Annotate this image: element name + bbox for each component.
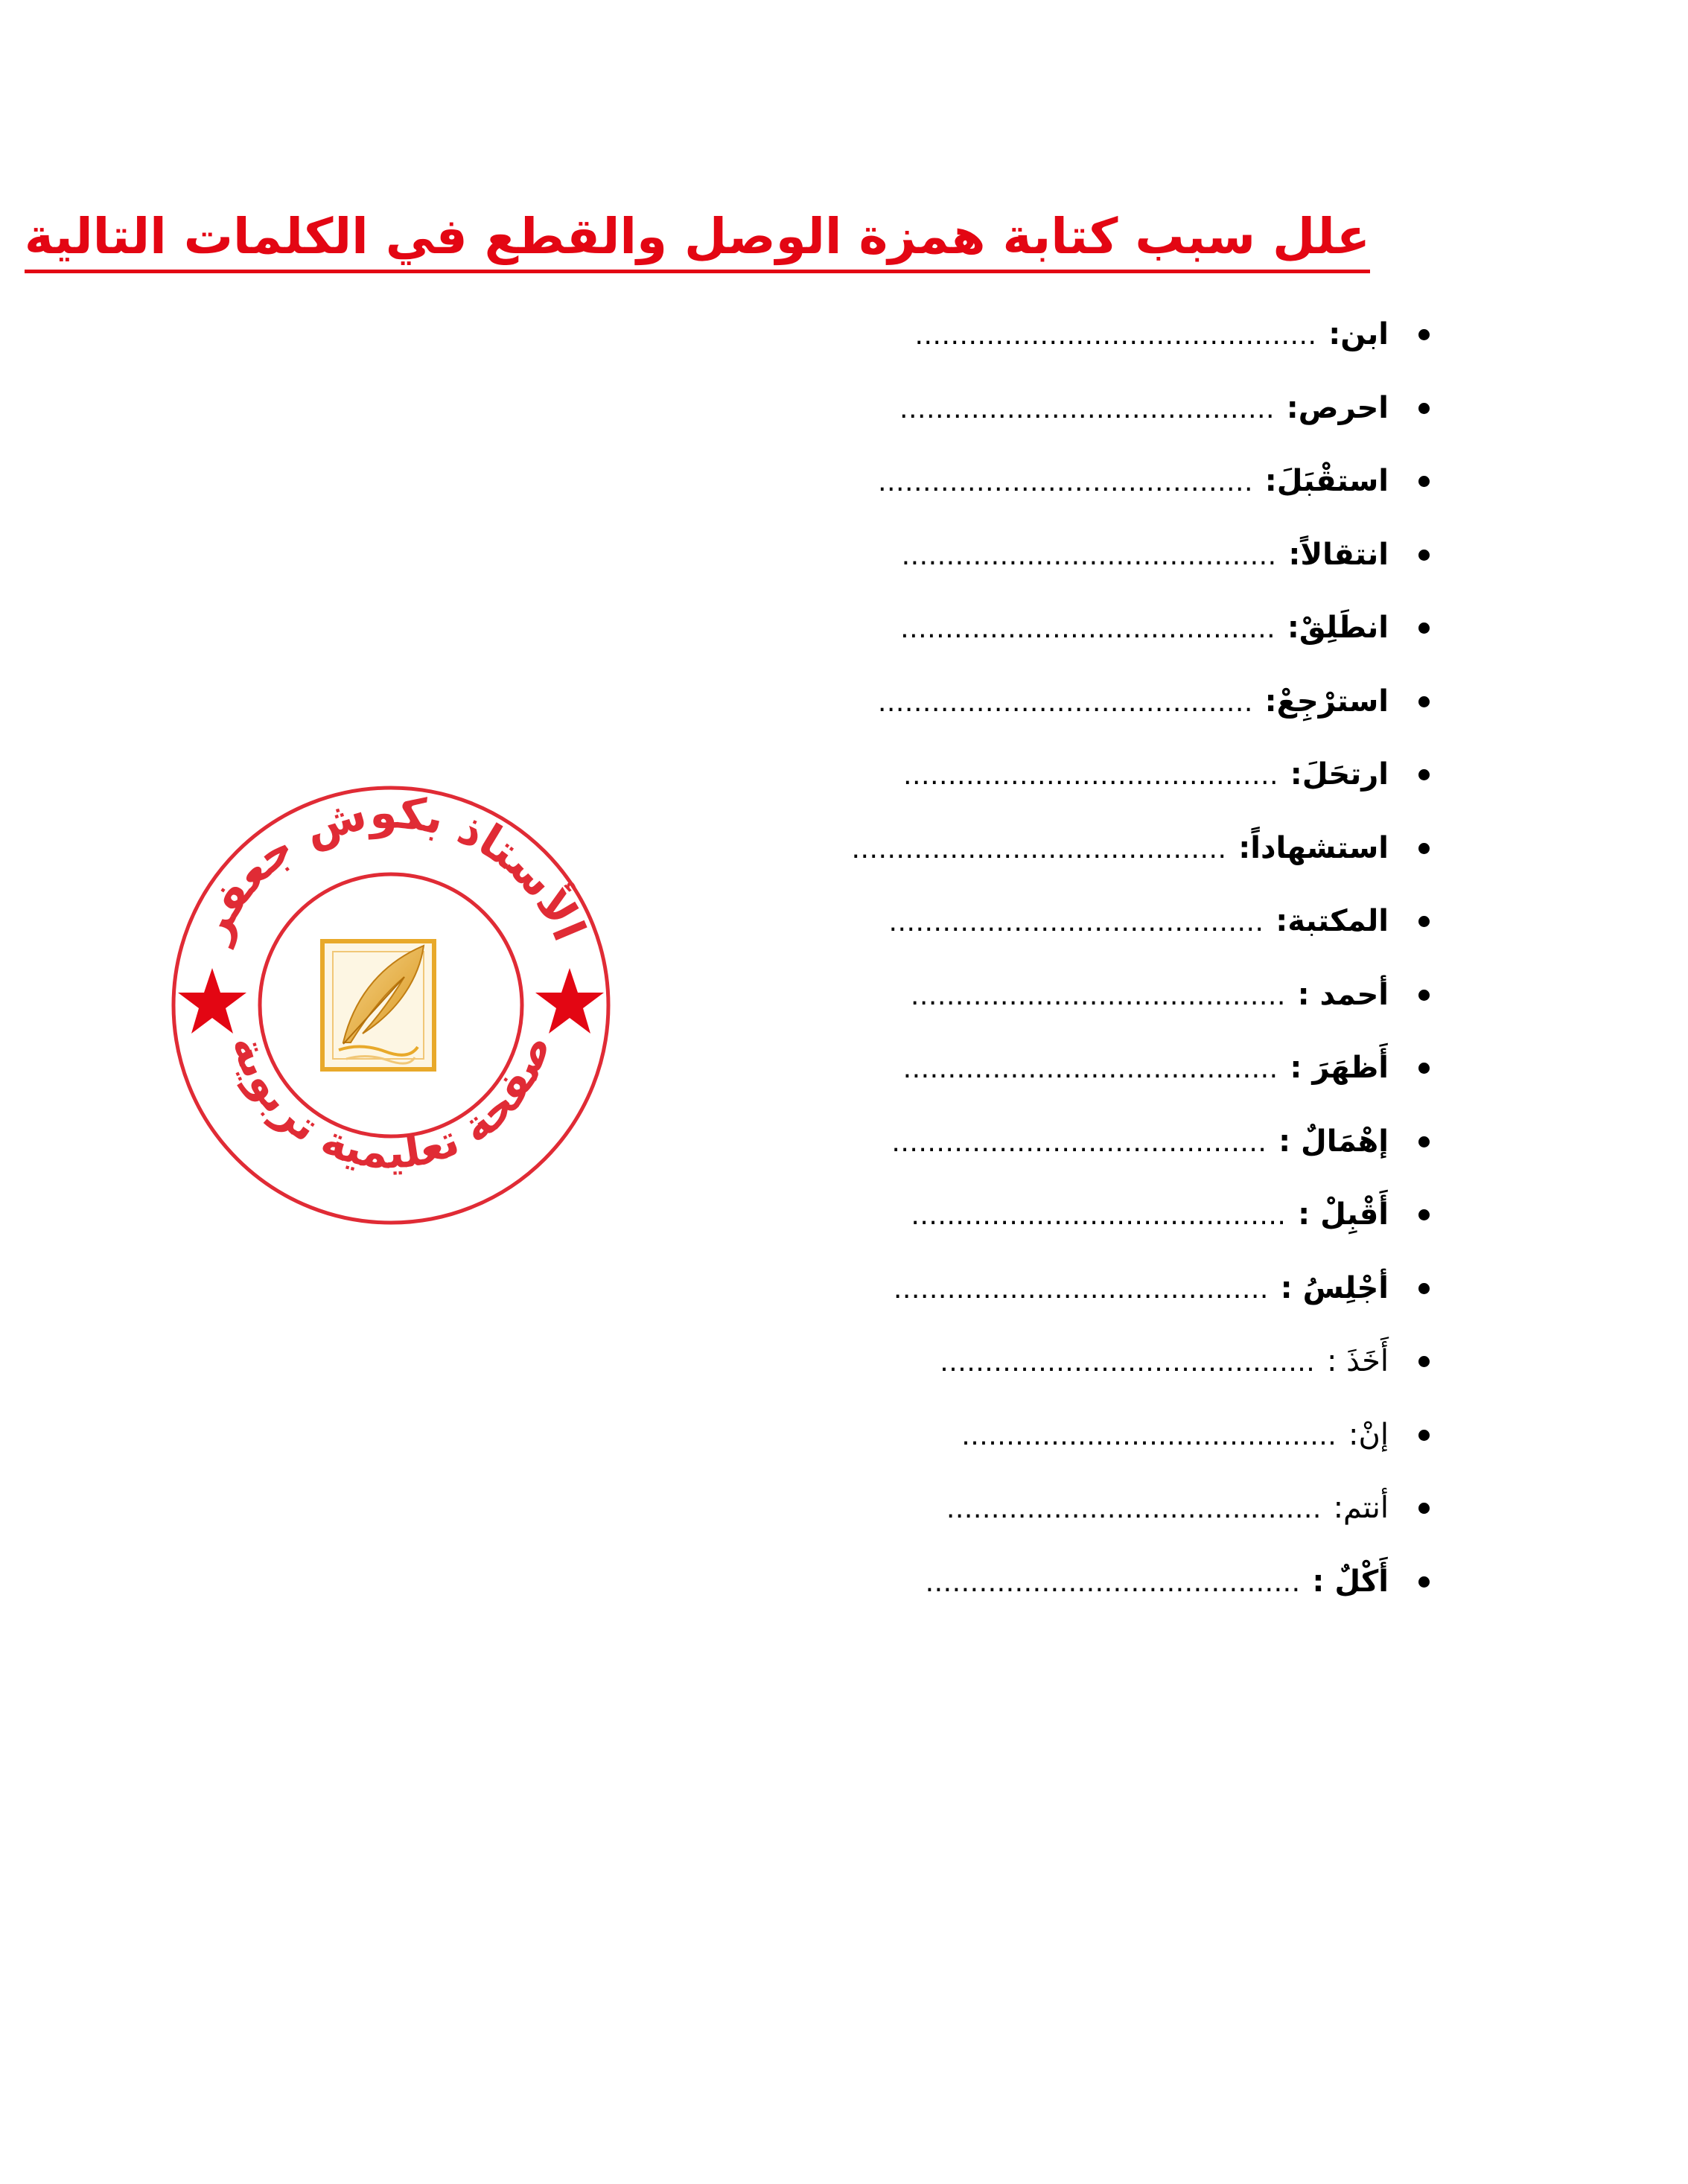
exercise-line [901,538,1389,572]
bullet-icon [1418,769,1430,780]
exercise-word: استرْجِعْ: [1264,684,1389,719]
exercise-word: أَظهَرَ : [1290,1051,1389,1086]
list-item [745,298,1474,372]
worksheet-title [24,208,1370,265]
exercise-word: إنْ: [1348,1417,1389,1452]
answer-blank: …………………………………… [877,687,1253,718]
answer-blank: …………………………………… [910,980,1286,1011]
exercise-line [946,1491,1389,1525]
exercise-line [894,1271,1389,1305]
list-item [745,1105,1474,1179]
list-item [745,665,1474,739]
list-item [745,1031,1474,1105]
answer-blank: …………………………………… [961,1420,1337,1451]
answer-blank: …………………………………… [939,1347,1315,1378]
exercise-line [902,1051,1389,1085]
answer-blank: …………………………………… [902,760,1278,792]
bullet-icon [1418,1209,1430,1220]
exercise-line [914,317,1389,351]
bullet-icon [1418,1283,1430,1294]
list-item [745,1252,1474,1325]
answer-blank: …………………………………… [902,1054,1278,1085]
list-item [745,1398,1474,1472]
exercise-word: أَخَذَ : [1326,1344,1389,1379]
bullet-icon [1418,1356,1430,1367]
answer-blank: …………………………………… [888,907,1264,938]
exercise-word: انطَلِقْ: [1287,611,1389,646]
exercise-word: أَقْبِلْ : [1298,1197,1389,1232]
list-item [745,1471,1474,1545]
answer-blank: …………………………………… [891,1127,1267,1158]
exercise-word: ابن: [1328,317,1389,352]
author-stamp [168,782,614,1229]
exercise-line [925,1564,1389,1599]
bullet-icon [1418,1430,1430,1441]
exercise-line [878,684,1389,719]
bullet-icon [1418,476,1430,487]
bullet-icon [1418,1136,1430,1147]
bullet-icon [1418,550,1430,561]
exercise-word: أجْلِسُ : [1280,1270,1389,1305]
answer-blank: …………………………………… [899,393,1275,424]
exercise-line [878,464,1389,498]
exercise-word: أحمد : [1297,977,1389,1012]
exercise-line [899,391,1389,425]
quill-feather-icon [322,941,434,1069]
exercise-word: احرص: [1286,390,1389,425]
list-item [745,445,1474,518]
exercise-line [940,1344,1389,1378]
answer-blank: …………………………………… [925,1567,1301,1598]
exercise-line [903,757,1389,792]
exercise-line [961,1418,1389,1452]
exercise-word: استقْبَلَ: [1264,464,1389,499]
answer-blank: …………………………………… [893,1273,1269,1305]
exercise-word: إهْمَالٌ : [1278,1124,1389,1159]
answer-blank: …………………………………… [901,540,1277,571]
star-icon [178,968,246,1034]
stamp-text-top: الأستاذ بكوش جعفر [187,786,596,949]
exercise-line [911,978,1389,1012]
exercise-line [888,904,1389,938]
list-item [745,1325,1474,1398]
bullet-icon [1418,843,1430,854]
list-item [745,1545,1474,1619]
answer-blank: …………………………………… [899,614,1275,645]
answer-blank: …………………………………… [877,467,1253,498]
exercise-word: المكتبة: [1275,904,1389,939]
answer-blank: ……………………………………… [914,320,1317,351]
exercise-word: انتقالاً: [1288,537,1389,572]
exercise-line [911,1197,1389,1232]
bullet-icon [1418,1576,1430,1588]
bullet-icon [1418,990,1430,1001]
list-item [745,1178,1474,1252]
bullet-icon [1418,916,1430,927]
list-item [745,812,1474,885]
bullet-icon [1418,1063,1430,1074]
list-item [745,372,1474,445]
list-item [745,885,1474,958]
exercise-word: أنتم: [1333,1491,1389,1526]
exercise-word: ارتحَلَ: [1290,757,1389,792]
answer-blank: …………………………………… [946,1494,1322,1525]
exercise-word: أَكْلٌ : [1312,1564,1389,1599]
exercise-line [900,611,1389,645]
list-item [745,738,1474,812]
exercise-word: استشهاداً: [1238,830,1389,865]
star-icon [535,968,604,1034]
exercise-line [851,831,1389,865]
list-item [745,591,1474,665]
bullet-icon [1418,696,1430,707]
bullet-icon [1418,623,1430,634]
list-item [745,518,1474,592]
exercise-list [745,298,1474,1618]
bullet-icon [1418,403,1430,414]
answer-blank: …………………………………… [851,833,1227,865]
list-item [745,958,1474,1032]
bullet-icon [1418,1503,1430,1514]
stamp-text-bottom: صفحة تعليمية تربوية [222,1027,561,1179]
worksheet-title-text: علل سبب كتابة همزة الوصل والقطع في الكلمات التالية [25,208,1370,273]
exercise-line [891,1124,1389,1159]
answer-blank: …………………………………… [911,1200,1287,1232]
bullet-icon [1418,329,1430,340]
